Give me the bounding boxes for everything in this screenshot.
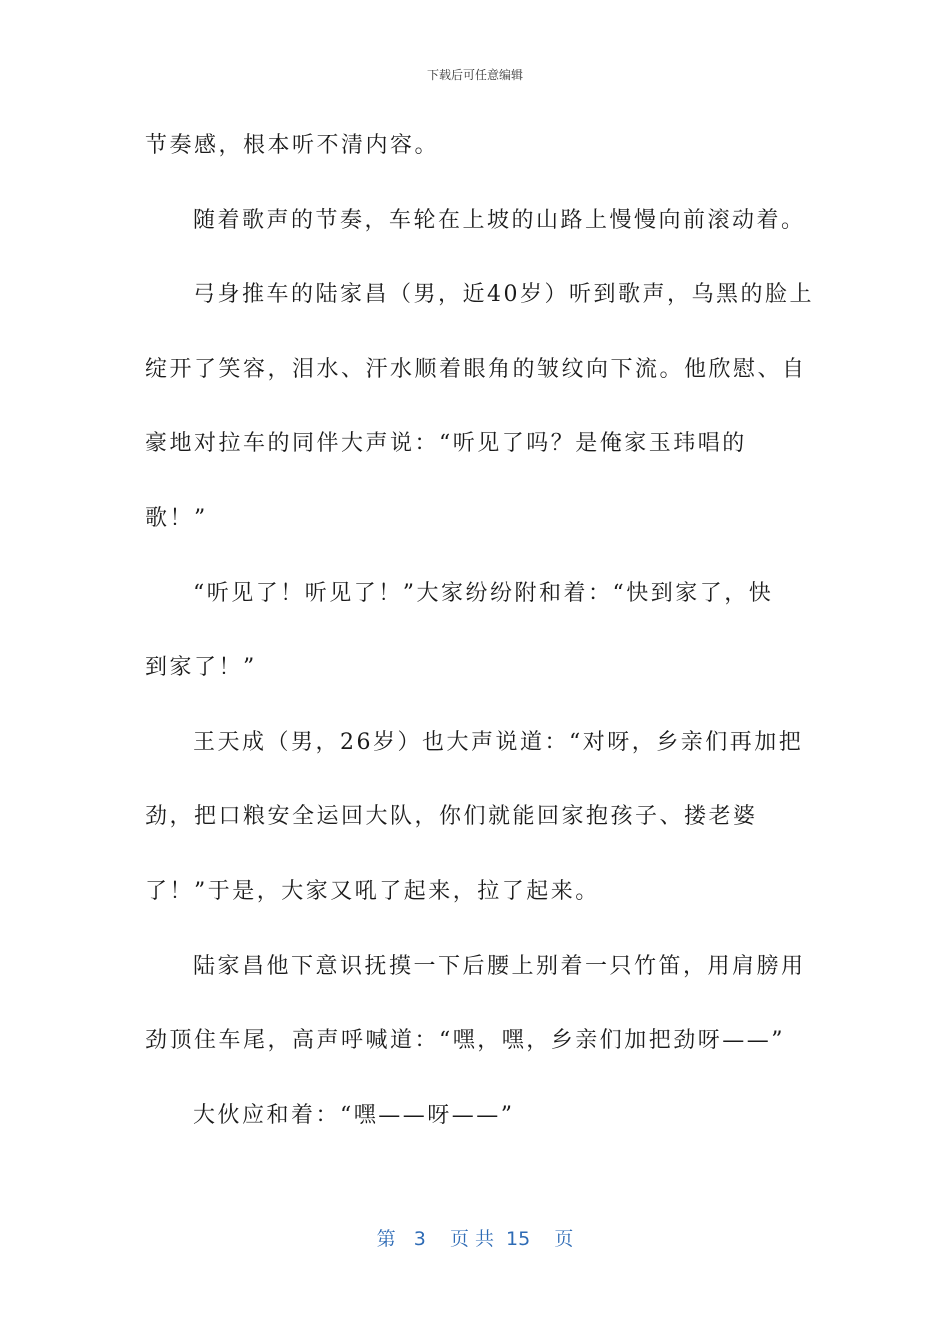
text-line: 节奏感，根本听不清内容。 (145, 133, 440, 158)
text-line: 弓身推车的陆家昌（男，近40岁）听到歌声，乌黑的脸上 (193, 282, 814, 308)
text-line: 豪地对拉车的同伴大声说：“听见了吗？是俺家玉玮唱的 (145, 431, 747, 457)
text-line: 劲，把口粮安全运回大队，你们就能回家抱孩子、搂老婆 (145, 804, 758, 830)
document-body (145, 124, 814, 1168)
text-line: 歌！” (145, 505, 208, 531)
text-line: 随着歌声的节奏，车轮在上坡的山路上慢慢向前滚动着。 (193, 207, 806, 233)
text-line: “听见了！听见了！”大家纷纷附和着：“快到家了，快 (193, 580, 774, 606)
text-line: 绽开了笑容，泪水、汗水顺着眼角的皱纹向下流。他欣慰、自 (145, 356, 807, 382)
text-line: 劲顶住车尾，高声呼喊道：“嘿，嘿，乡亲们加把劲呀——” (145, 1028, 785, 1054)
text-line: 到家了！” (145, 655, 257, 681)
text-line: 了！”于是，大家又吼了起来，拉了起来。 (145, 878, 600, 904)
text-line: 王天成（男，26岁）也大声说道：“对呀，乡亲们再加把 (193, 729, 804, 755)
page-number: 第 3 页 共 15 页 (376, 1228, 574, 1250)
header-note: 下载后可任意编辑 (426, 68, 523, 82)
text-line: 大伙应和着：“嘿——呀——” (193, 1102, 515, 1128)
text-line: 陆家昌他下意识抚摸一下后腰上别着一只竹笛，用肩膀用 (193, 953, 806, 979)
